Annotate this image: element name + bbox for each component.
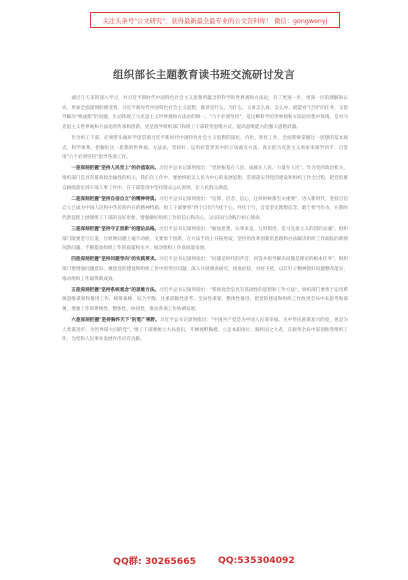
paragraph-text: 习近平总书记深刻指出："问题是时代的声音，回答并指导解决问题是理论的根本任务"。组织部门要增强问题意识，聚焦党的建设和组织工作中的突出问题，深入开展调查研究，找准症结，对症下药，以钉钉子精神抓好问题整改落实，推动组织工作取得新成效。 <box>62 257 348 282</box>
contact-footer <box>0 552 408 568</box>
qq-group-number: QQ群: 30265665 <box>113 556 196 567</box>
paragraph-lead: 六是深刻把握"坚持胸怀天下"的宽广视野。 <box>71 318 160 324</box>
document-paragraph <box>62 164 348 193</box>
document-paragraph <box>62 94 348 132</box>
paragraph-lead: 二是深刻把握"坚持自信自立"的精神特质。 <box>71 196 160 202</box>
document-paragraph <box>62 255 348 284</box>
promo-banner[interactable] <box>90 12 340 28</box>
document-paragraph <box>62 225 348 254</box>
paragraph-text: 作为组工干部，必须带头做好学思贯彻习近平新时代中国特色社会主义思想的深化、内化、转化工作，全面系统掌握这一思想的基本观点、科学体系，把握好这一思想的世界观、方法论，坚持好、运用好贯穿其中的立场观点方法，真正把马克思主义看家本领学到手，自觉用"六个必须坚持"指导各项工作。 <box>62 135 348 161</box>
document-paragraph <box>62 134 348 163</box>
paragraph-text: 习近平总书记深刻指出："解放思想、实事求是、与时俱进，是马克思主义的活的灵魂"。组织部门既要坚守正道，在原则问题上毫不动摇，又要勇于创新，在方法手段上开拓进取，坚持用改革创新的思路和办法解决组织工作面临的新情况新问题，不断提高组织工作的质量和水平，推动组织工作高质量发展。 <box>62 227 348 252</box>
paragraph-lead: 五是深刻把握"坚持系统观念"的思维方法。 <box>71 287 160 293</box>
paragraph-lead: 一是深刻把握"坚持人民至上"的价值取向。 <box>71 166 160 172</box>
qq-number: QQ:535304092 <box>217 554 295 566</box>
document-paragraph <box>62 195 348 224</box>
paragraph-text: 习近平总书记深刻指出："信仰、信念、信心，任何时候都至关重要"，进入新时代，坚持自信自立已成为中国人民和中华民族内在的精神特质，组工干部要将"四个自信"内化于心、外化于行，自觉坚定理想信念，敢于担当作为，在新时代新征程上展现组工干部的良好形象，增强做好组织工作的信心和决心，以实际行动践行初心使命。 <box>62 196 348 221</box>
paragraph-lead: 三是深刻把握"坚持守正创新"的理论品格。 <box>71 227 160 233</box>
paragraph-lead: 四是深刻把握"坚持问题导向"的实践要求。 <box>71 257 160 263</box>
document-paragraph <box>62 286 348 315</box>
page-title: 组织部长主题教育读书班交流研讨发言 <box>113 69 295 81</box>
document-body <box>62 94 348 539</box>
paragraph-text: 通过几天来的深入学习，对习近平新时代中国特色社会主义思想所蕴含的科学的世界观和方法论，有了更进一步、更深一层的理解和认识，更加全面深刻的感受到，习近平新时代中国特色社会主义思想，既讲是什么、为什么，又讲怎么看、怎么办，既能看"过河"的任务，又指导解决"桥或船"的问题，生动体现了马克思主义世界观和方法论的统一。"六个必须坚持"，是这种科学的世界观和方法论的集中体现，是对马克思主义世界观和方法论的传承和创新，更是指导组织部门和组工干部转变思维方式、提高思维能力的强大思想武器。 <box>62 96 348 130</box>
paragraph-text: 习近平总书记深刻指出："党的根基在人民、血脉在人民、力量在人民"。作为党的政治机关，组织部门是具有最高政治属性的机关，我们在工作中，要始终把以人民为中心的发展思想，贯彻落实到党的建设和组织工作全过程，把党的群众路线落实到干部人事工作中，在干部选用中坚持群众公认原则，让人民群众满意。 <box>62 166 348 191</box>
paragraph-text: 习近平总书记深刻指出："系统观念是具有基础性的思想和工作方法"。组织部门要善于运用系统思维谋划和推进工作，统筹兼顾、综合平衡，注重前瞻性思考、全局性谋划、整体性推进，把党的建设和组织工作放到全局中来思考和部署，增强工作的系统性、整体性、协同性，推动各项工作协调发展。 <box>62 287 348 313</box>
paragraph-text: 习近平总书记深刻指出："中国共产党是为中国人民谋幸福、为中华民族谋复兴的党，也是为人类谋进步、为世界谋大同的党"。组工干部要树立大局意识，开阔视野胸襟，立足本职岗位，胸怀国之大者，在服务全局中谋划推进组织工作，为党和人民事业发展作出应有贡献。 <box>62 318 348 343</box>
document-paragraph <box>62 316 348 345</box>
promo-banner-text: 关注头条号"公文研究"，获得最新最全最专业的公文资料库！ 微信：gongwenyj <box>102 17 328 25</box>
